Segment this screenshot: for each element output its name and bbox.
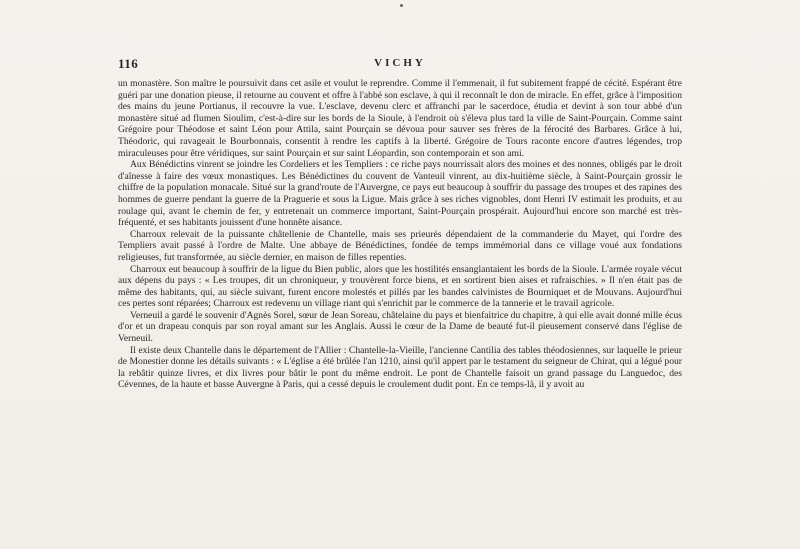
paragraph: Charroux relevait de la puissante châtellenie de Chantelle, mais ses prieurés dépendaient de la commanderie du Mayet, qui l'ordre des Templiers avait passé à l'ordre de Malte. Une abbaye de Bénédictines, fondée de temps immémorial dans ce village voué aux fondations religieuses, fut transformée, au siècle dernier, en maison de filles repenties.: [118, 228, 682, 263]
paragraph: un monastère. Son maître le poursuivit dans cet asile et voulut le reprendre. Comme il l'emmenait, il fut subitement frappé de cécité. Espérant être guéri par une donation pieuse, il retourne au couvent et offre à l'abbé son esclave, à qui il reconnaît le don de miracle. En effet, grâce à l'imposition des mains du jeune Portianus, il recouvre la vue. L'esclave, devenu clerc et affranchi par le sacerdoce, étudia et devint à son tour abbé d'un monastère situé ad flumen Sioulim, c'est-à-dire sur les bords de la Sioule, à l'endroit où s'éleva plus tard la ville de Saint-Pourçain. Comme saint Grégoire pour Théodose et saint Léon pour Attila, saint Pourçain se dévoua pour sauver ses frères de la férocité des Barbares. Grâce à lui, Théodoric, qui ravageait le Bourbonnais, consentit à rendre les captifs à la liberté. Grégoire de Tours raconte encore d'autres légendes, trop miraculeuses pour être véridiques, sur saint Pourçain et sur saint Léopardin, son contemporain et son ami.: [118, 78, 682, 159]
ink-speck: [400, 4, 403, 7]
paragraph: Verneuil a gardé le souvenir d'Agnès Sorel, sœur de Jean Soreau, châtelaine du pays et bienfaitrice du chapitre, à qui elle avait donné mille écus d'or et un drapeau conquis par son royal amant sur les Anglais. Aussi le cœur de la Dame de beauté fut-il pieusement conservé dans l'église de Verneuil.: [118, 309, 682, 345]
paragraph: Charroux eut beaucoup à souffrir de la ligue du Bien public, alors que les hostilités ensanglantaient les bords de la Sioule. L'armée royale vécut aux dépens du pays : « Les troupes, dit un chroniqueur, y trouvèrent force biens, et en sortirent bien aises et rafraischies. » Il n'en était pas de même des habitants, qui, au siècle suivant, furent encore molestés et pillés par les bandes calvinistes de Bourniquet et de Mouvans. Aujourd'hui ces pertes sont réparées; Charroux est redevenu un village riant qui s'enrichit par le commerce de la tannerie et le travail agricole.: [118, 263, 682, 310]
body-text: [118, 78, 682, 391]
paragraph: Aux Bénédictins vinrent se joindre les Cordeliers et les Templiers : ce riche pays nourrissait alors des moines et des nonnes, obligés par le droit d'aînesse à faire des vœux monastiques. Les Bénédictines du couvent de Vanteuil vinrent, au dix-huitième siècle, à Saint-Pourçain grossir le chiffre de la population monacale. Situé sur la grand'route de l'Auvergne, ce pays eut beaucoup à souffrir du passage des troupes et des rapines des hommes de guerre pendant la guerre de la Praguerie et sous la Ligue. Mais grâce à ses riches vignobles, dont Henri IV estimait les produits, et au roulage qui, avant le chemin de fer, y entretenait un commerce important, Saint-Pourçain prospérait. Aujourd'hui encore son marché est très-fréquenté, et ses habitants jouissent d'une honnête aisance.: [118, 159, 682, 229]
paragraph: Il existe deux Chantelle dans le département de l'Allier : Chantelle-la-Vieille, l'ancienne Cantilia des tables théodosiennes, sur laquelle le prieur de Monestier donne les détails suivants : « L'église a été brûlée l'an 1210, ainsi qu'il appert par le testament du seigneur de Chirat, qui a légué pour la rebâtir quinze livres, et dix livres pour bâtir le pont du même endroit. Le pont de Chantelle faisoit un grand passage du Languedoc, des Cévennes, de la haute et basse Auvergne à Paris, qui a cessé depuis le croulement dudit pont. En ce temps-là, il y avoit au: [118, 344, 682, 391]
running-title: VICHY: [374, 57, 426, 69]
page-number: 116: [118, 56, 139, 71]
